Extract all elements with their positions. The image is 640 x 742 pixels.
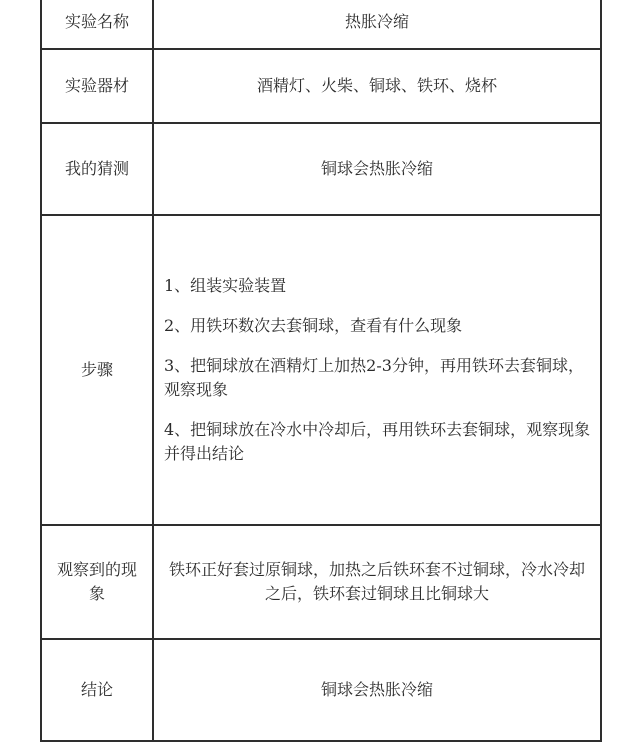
steps-list: [154, 274, 600, 466]
value-hypothesis: 铜球会热胀冷缩: [153, 123, 601, 215]
value-experiment-name: 热胀冷缩: [153, 0, 601, 49]
label-observation: 观察到的现象: [41, 525, 153, 639]
value-equipment: 酒精灯、火柴、铜球、铁环、烧杯: [153, 49, 601, 123]
label-hypothesis: 我的猜测: [41, 123, 153, 215]
value-observation: [153, 525, 601, 639]
experiment-table: [40, 0, 602, 742]
value-steps: [153, 215, 601, 525]
label-experiment-name: 实验名称: [41, 0, 153, 49]
row-conclusion: [41, 639, 601, 741]
label-steps: 步骤: [41, 215, 153, 525]
step-item: 2、用铁环数次去套铜球，查看有什么现象: [164, 316, 463, 335]
label-conclusion: 结论: [41, 639, 153, 741]
step-item: 4、把铜球放在冷水中冷却后，再用铁环去套铜球，观察现象并得出结论: [164, 420, 591, 463]
row-equipment: [41, 49, 601, 123]
row-steps: [41, 215, 601, 525]
label-equipment: 实验器材: [41, 49, 153, 123]
row-hypothesis: [41, 123, 601, 215]
observation-text: 铁环正好套过原铜球，加热之后铁环套不过铜球，冷水冷却之后，铁环套过铜球且比铜球大: [168, 560, 585, 603]
step-item: 1、组装实验装置: [164, 276, 287, 295]
row-observation: [41, 525, 601, 639]
value-conclusion: 铜球会热胀冷缩: [153, 639, 601, 741]
step-item: 3、把铜球放在酒精灯上加热2-3分钟，再用铁环去套铜球，观察现象: [164, 356, 584, 399]
row-experiment-name: [41, 0, 601, 49]
